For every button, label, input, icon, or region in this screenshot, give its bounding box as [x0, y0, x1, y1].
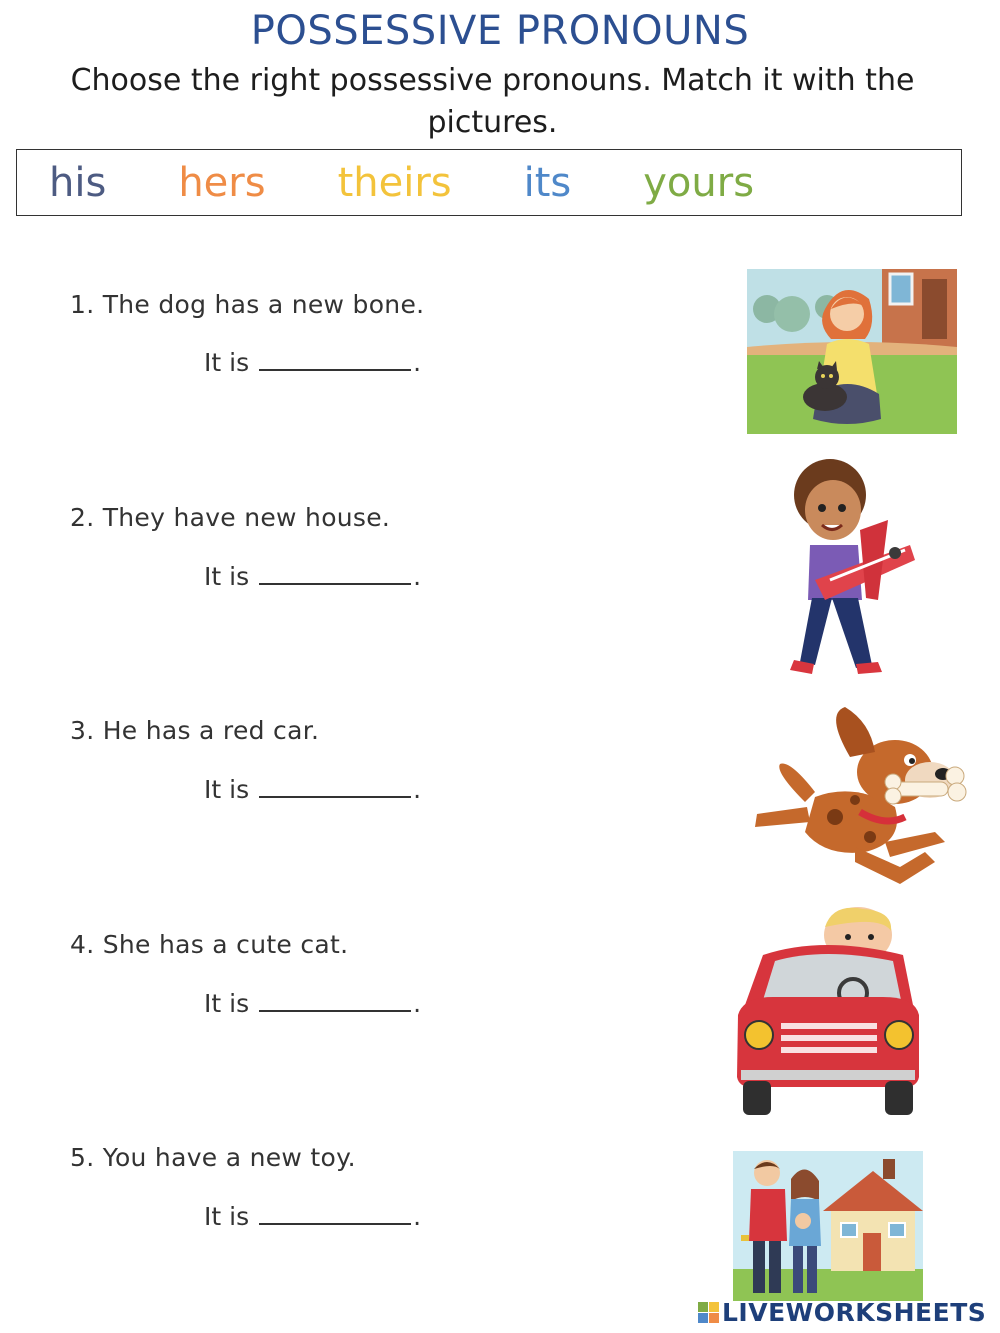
word-bank: [16, 149, 962, 216]
word-bank-hers[interactable]: hers: [178, 159, 266, 206]
answer-prefix: It is: [204, 562, 250, 591]
answer-prefix: It is: [204, 989, 250, 1018]
answer-period: .: [413, 775, 422, 804]
liveworksheets-logo[interactable]: [698, 1298, 986, 1327]
dog-with-bone-picture[interactable]: [745, 702, 970, 892]
answer-prefix: It is: [204, 1202, 250, 1231]
answer-blank-3[interactable]: [259, 770, 411, 798]
answer-blank-1[interactable]: [259, 343, 411, 371]
word-bank-his[interactable]: his: [49, 159, 107, 206]
family-with-house-picture[interactable]: [733, 1151, 923, 1301]
answer-row-2: [204, 557, 421, 591]
word-bank-yours[interactable]: yours: [643, 159, 755, 206]
answer-prefix: It is: [204, 775, 250, 804]
answer-row-5: [204, 1197, 421, 1231]
answer-prefix: It is: [204, 348, 250, 377]
page-title: POSSESSIVE PRONOUNS: [250, 8, 750, 54]
question-4: 4. She has a cute cat.: [70, 930, 349, 959]
answer-blank-5[interactable]: [259, 1197, 411, 1225]
logo-text: LIVEWORKSHEETS: [722, 1298, 987, 1327]
logo-mark-icon: [698, 1302, 719, 1323]
question-2: 2. They have new house.: [70, 503, 391, 532]
question-5: 5. You have a new toy.: [70, 1143, 356, 1172]
word-bank-its[interactable]: its: [523, 159, 572, 206]
answer-period: .: [413, 1202, 422, 1231]
question-3: 3. He has a red car.: [70, 716, 320, 745]
boy-with-toy-plane-picture[interactable]: [770, 450, 920, 685]
word-bank-theirs[interactable]: theirs: [337, 159, 452, 206]
girl-with-cat-picture[interactable]: [747, 269, 957, 434]
answer-row-1: [204, 343, 421, 377]
answer-period: .: [413, 989, 422, 1018]
answer-row-3: [204, 770, 421, 804]
answer-period: .: [413, 562, 422, 591]
boy-in-red-car-picture[interactable]: [733, 905, 923, 1117]
answer-blank-2[interactable]: [259, 557, 411, 585]
answer-row-4: [204, 984, 421, 1018]
answer-period: .: [413, 348, 422, 377]
instructions: Choose the right possessive pronouns. Match it with the pictures.: [70, 63, 915, 140]
question-1: 1. The dog has a new bone.: [70, 290, 425, 319]
answer-blank-4[interactable]: [259, 984, 411, 1012]
